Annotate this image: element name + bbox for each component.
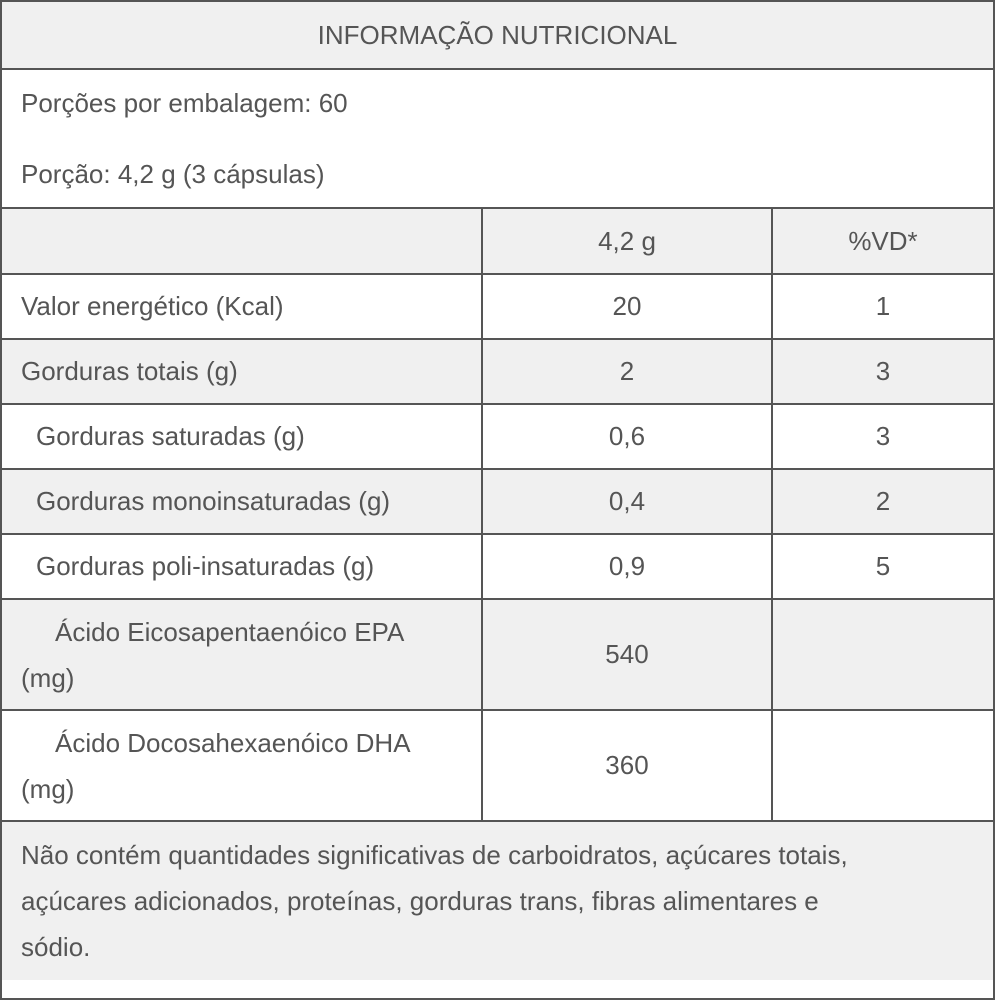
header-nutrient-cell [2, 209, 482, 274]
nutrient-name-line1: Ácido Eicosapentaenóico EPA [55, 616, 405, 647]
footnote-line: açúcares adicionados, proteínas, gorduras trans, fibras alimentares e [21, 886, 819, 916]
table-row [2, 599, 993, 710]
nutrient-name [2, 710, 482, 821]
table-row [2, 710, 993, 821]
nutrient-name: Gorduras totais (g) [2, 339, 482, 404]
nutrient-amount: 0,4 [482, 469, 772, 534]
servings-per-package: Porções por embalagem: 60 [21, 88, 348, 118]
nutrient-dv: 2 [772, 469, 993, 534]
nutrient-name: Valor energético (Kcal) [2, 274, 482, 339]
nutrient-amount: 540 [482, 599, 772, 710]
table-row [2, 404, 993, 469]
nutrient-dv: 1 [772, 274, 993, 339]
table-row [2, 339, 993, 404]
serving-size: Porção: 4,2 g (3 cápsulas) [21, 159, 325, 189]
nutrient-grid [2, 209, 993, 822]
nutrient-dv [772, 710, 993, 821]
nutrient-name: Gorduras poli-insaturadas (g) [2, 534, 482, 599]
nutrient-name-line1: Ácido Docosahexaenóico DHA [55, 727, 411, 758]
table-row [2, 274, 993, 339]
nutrient-name-line2: (mg) [21, 773, 75, 804]
table-row [2, 534, 993, 599]
nutrient-name: Gorduras saturadas (g) [2, 404, 482, 469]
table-row [2, 469, 993, 534]
nutrient-amount: 360 [482, 710, 772, 821]
header-row [2, 209, 993, 274]
footnote-line: sódio. [21, 932, 91, 962]
nutrient-name: Gorduras monoinsaturadas (g) [2, 469, 482, 534]
header-dv-cell: %VD* [772, 209, 993, 274]
nutrient-amount: 20 [482, 274, 772, 339]
footnote-line: Não contém quantidades significativas de carboidratos, açúcares totais, [21, 840, 848, 870]
nutrient-dv: 3 [772, 339, 993, 404]
nutrient-amount: 2 [482, 339, 772, 404]
serving-info [2, 70, 993, 209]
nutrient-amount: 0,6 [482, 404, 772, 469]
nutrient-dv: 5 [772, 534, 993, 599]
table-title [2, 2, 993, 70]
nutrient-dv [772, 599, 993, 710]
nutrient-dv: 3 [772, 404, 993, 469]
table-title-text: INFORMAÇÃO NUTRICIONAL [317, 19, 678, 50]
nutrient-name [2, 599, 482, 710]
nutrient-name-line2: (mg) [21, 662, 75, 693]
nutrient-amount: 0,9 [482, 534, 772, 599]
header-amount-cell: 4,2 g [482, 209, 772, 274]
footnote [2, 822, 993, 980]
